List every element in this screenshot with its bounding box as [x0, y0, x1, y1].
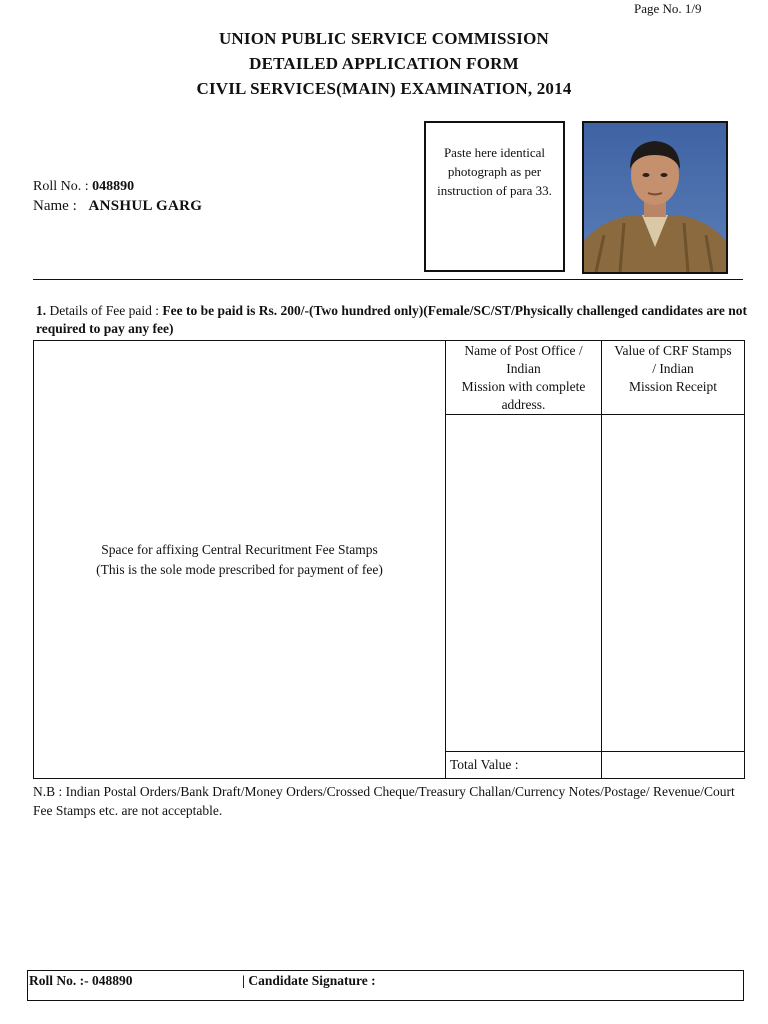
stamp-instruction: Space for affixing Central Recuritment Fee Stamps — [101, 541, 378, 557]
fee-details-text: Fee to be paid is Rs. 200/-(Two hundred only)(Female/SC/ST/Physically challenged candidates are not required to pay any fee) — [36, 303, 748, 336]
post-office-header-line: Mission with complete — [461, 379, 586, 394]
candidate-photo — [582, 121, 728, 274]
crf-value-entry[interactable] — [602, 415, 745, 752]
post-office-header-line: Name of Post Office / — [464, 343, 583, 358]
crf-value-header — [602, 341, 745, 415]
name-value: ANSHUL GARG — [88, 198, 203, 214]
photo-paste-box — [424, 121, 565, 272]
fee-stamp-table — [33, 340, 745, 779]
section-number: 1. — [36, 303, 47, 318]
crf-value-header-line: Value of CRF Stamps — [614, 343, 732, 358]
name-label: Name : — [33, 198, 77, 214]
paste-instruction-line: instruction of para 33. — [437, 183, 552, 198]
post-office-header-line: Indian — [506, 361, 541, 376]
page-number: Page No. 1/9 — [634, 1, 702, 16]
commission-title: UNION PUBLIC SERVICE COMMISSION — [218, 29, 550, 48]
fee-details-label: Details of Fee paid : — [49, 303, 159, 318]
crf-value-header-line: Mission Receipt — [628, 379, 718, 394]
post-office-entry[interactable] — [446, 415, 602, 752]
crf-value-header-line: / Indian — [652, 361, 694, 376]
footer-bar — [27, 970, 744, 1001]
candidate-name-line — [33, 198, 202, 215]
roll-label: Roll No. : — [33, 179, 89, 194]
post-office-header — [446, 341, 602, 415]
nb-note: N.B : Indian Postal Orders/Bank Draft/Money Orders/Crossed Cheque/Treasury Challan/Currency Notes/Postage/ Revenue/Court Fee Stamps etc. are not acceptable. — [33, 784, 735, 818]
exam-title: CIVIL SERVICES(MAIN) EXAMINATION, 2014 — [196, 79, 572, 98]
paste-instruction-line: Paste here identical — [443, 145, 546, 160]
total-value-entry[interactable] — [602, 752, 745, 779]
form-title: DETAILED APPLICATION FORM — [249, 54, 519, 73]
paste-instruction-line: photograph as per — [447, 164, 542, 179]
post-office-header-line: address. — [501, 397, 546, 412]
stamp-affix-area — [34, 341, 446, 779]
roll-value: 048890 — [92, 179, 135, 194]
stamp-instruction: (This is the sole mode prescribed for payment of fee) — [96, 561, 383, 577]
fee-details-note — [36, 302, 751, 338]
total-value-label: Total Value : — [446, 752, 602, 779]
roll-number-line — [33, 179, 134, 195]
header-divider — [33, 279, 743, 280]
candidate-photo-image — [584, 123, 726, 272]
footer-roll-number: Roll No. :- 048890 — [29, 973, 133, 988]
candidate-signature-field[interactable]: | Candidate Signature : — [242, 973, 376, 988]
